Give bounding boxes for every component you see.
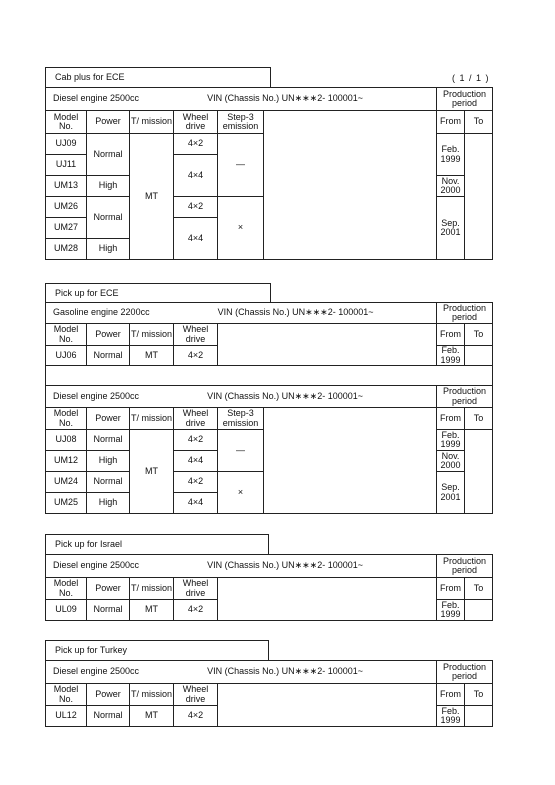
from-cell: Sep. 2001 <box>437 472 465 514</box>
section-title: Cab plus for ECE <box>45 67 271 87</box>
vin-label: VIN (Chassis No.) UN∗∗∗2- 100001~ <box>217 307 374 318</box>
t-mission-cell: MT <box>130 600 174 621</box>
engine-label: Diesel engine 2500cc <box>53 666 140 677</box>
t-mission-header: T/ mission <box>130 324 174 346</box>
section-title: Pick up for Israel <box>45 534 269 554</box>
model-cell: UJ11 <box>46 155 87 176</box>
to-header: To <box>465 578 493 600</box>
power-cell: Normal <box>87 472 130 493</box>
engine-vin-row <box>46 88 437 111</box>
model-header: Model No. <box>46 684 87 706</box>
t-mission-cell: MT <box>130 706 174 727</box>
model-header: Model No. <box>46 578 87 600</box>
pick-up-turkey-table <box>45 660 493 727</box>
step3-emission-header: Step-3 emission <box>218 408 264 430</box>
model-header: Model No. <box>46 408 87 430</box>
wheel-drive-cell: 4×4 <box>174 155 218 197</box>
from-cell: Sep. 2001 <box>437 197 465 260</box>
power-cell: Normal <box>87 430 130 451</box>
power-header: Power <box>87 578 130 600</box>
from-header: From <box>437 578 465 600</box>
power-cell: Normal <box>87 346 130 366</box>
section-title: Pick up for ECE <box>45 283 271 303</box>
model-cell: UJ09 <box>46 134 87 155</box>
t-mission-header: T/ mission <box>130 408 174 430</box>
cab-plus-ece-section <box>45 67 492 263</box>
cab-plus-ece-table <box>45 87 493 260</box>
blank-area <box>218 324 437 366</box>
from-header: From <box>437 111 465 134</box>
blank-area <box>264 111 437 260</box>
wheel-drive-cell: 4×4 <box>174 493 218 514</box>
model-cell: UM13 <box>46 176 87 197</box>
model-cell: UJ06 <box>46 346 87 366</box>
model-header: Model No. <box>46 111 87 134</box>
power-cell: High <box>87 239 130 260</box>
engine-label: Diesel engine 2500cc <box>53 390 140 401</box>
engine-label: Diesel engine 2500cc <box>53 93 140 104</box>
wheel-drive-header: Wheel drive <box>174 408 218 430</box>
from-cell: Feb. 1999 <box>437 706 465 727</box>
power-cell: Normal <box>87 600 130 621</box>
engine-label: Diesel engine 2500cc <box>53 560 140 571</box>
engine-vin-row <box>46 555 437 578</box>
step3-emission-header: Step-3 emission <box>218 111 264 134</box>
vin-label: VIN (Chassis No.) UN∗∗∗2- 100001~ <box>207 560 363 571</box>
engine-vin-row <box>46 386 437 408</box>
power-cell: High <box>87 493 130 514</box>
pick-up-turkey-section <box>45 640 492 728</box>
engine-label: Gasoline engine 2200cc <box>53 307 150 318</box>
page-number: ( 1 / 1 ) <box>452 73 490 83</box>
power-header: Power <box>87 408 130 430</box>
to-header: To <box>465 684 493 706</box>
model-cell: UM12 <box>46 451 87 472</box>
to-cell <box>465 706 493 727</box>
wheel-drive-cell: 4×2 <box>174 346 218 366</box>
vin-label: VIN (Chassis No.) UN∗∗∗2- 100001~ <box>207 390 363 401</box>
model-cell: UM24 <box>46 472 87 493</box>
to-cell <box>465 430 493 514</box>
wheel-drive-cell: 4×2 <box>174 472 218 493</box>
section-divider <box>46 366 493 386</box>
from-cell: Feb. 1999 <box>437 600 465 621</box>
production-period-header: Production period <box>437 661 493 684</box>
power-header: Power <box>87 324 130 346</box>
power-cell: Normal <box>87 706 130 727</box>
t-mission-header: T/ mission <box>130 578 174 600</box>
t-mission-header: T/ mission <box>130 111 174 134</box>
wheel-drive-cell: 4×4 <box>174 451 218 472</box>
power-cell: High <box>87 176 130 197</box>
to-header: To <box>465 324 493 346</box>
wheel-drive-cell: 4×2 <box>174 706 218 727</box>
model-cell: UM25 <box>46 493 87 514</box>
wheel-drive-header: Wheel drive <box>174 111 218 134</box>
model-cell: UM27 <box>46 218 87 239</box>
step3-emission-cell: — <box>218 430 264 472</box>
t-mission-cell: MT <box>130 430 174 514</box>
wheel-drive-cell: 4×2 <box>174 430 218 451</box>
from-header: From <box>437 408 465 430</box>
blank-area <box>218 578 437 621</box>
t-mission-header: T/ mission <box>130 684 174 706</box>
power-cell: High <box>87 451 130 472</box>
wheel-drive-cell: 4×4 <box>174 218 218 260</box>
model-cell: UL09 <box>46 600 87 621</box>
pick-up-israel-table <box>45 554 493 621</box>
from-cell: Nov. 2000 <box>437 451 465 472</box>
to-header: To <box>465 408 493 430</box>
from-cell: Nov. 2000 <box>437 176 465 197</box>
wheel-drive-header: Wheel drive <box>174 324 218 346</box>
production-period-header: Production period <box>437 303 493 324</box>
step3-emission-cell: × <box>218 197 264 260</box>
to-cell <box>465 134 493 260</box>
production-period-header: Production period <box>437 555 493 578</box>
production-period-header: Production period <box>437 386 493 408</box>
wheel-drive-header: Wheel drive <box>174 578 218 600</box>
model-cell: UM28 <box>46 239 87 260</box>
pick-up-israel-section <box>45 534 492 622</box>
step3-emission-cell: × <box>218 472 264 514</box>
from-header: From <box>437 324 465 346</box>
model-cell: UL12 <box>46 706 87 727</box>
wheel-drive-cell: 4×2 <box>174 197 218 218</box>
blank-area <box>218 684 437 727</box>
to-cell <box>465 346 493 366</box>
vin-label: VIN (Chassis No.) UN∗∗∗2- 100001~ <box>207 666 363 677</box>
power-header: Power <box>87 111 130 134</box>
wheel-drive-cell: 4×2 <box>174 134 218 155</box>
production-period-header: Production period <box>437 88 493 111</box>
power-cell: Normal <box>87 197 130 239</box>
section-title: Pick up for Turkey <box>45 640 269 660</box>
pick-up-ece-section <box>45 283 492 515</box>
model-cell: UJ08 <box>46 430 87 451</box>
power-header: Power <box>87 684 130 706</box>
blank-area <box>264 408 437 514</box>
vin-label: VIN (Chassis No.) UN∗∗∗2- 100001~ <box>207 93 363 104</box>
from-cell: Feb. 1999 <box>437 346 465 366</box>
engine-vin-row <box>46 303 437 324</box>
pick-up-ece-table <box>45 302 493 514</box>
step3-emission-cell: — <box>218 134 264 197</box>
wheel-drive-cell: 4×2 <box>174 600 218 621</box>
to-cell <box>465 600 493 621</box>
to-header: To <box>465 111 493 134</box>
engine-vin-row <box>46 661 437 684</box>
model-cell: UM26 <box>46 197 87 218</box>
power-cell: Normal <box>87 134 130 176</box>
t-mission-cell: MT <box>130 134 174 260</box>
from-header: From <box>437 684 465 706</box>
from-cell: Feb. 1999 <box>437 134 465 176</box>
model-header: Model No. <box>46 324 87 346</box>
wheel-drive-header: Wheel drive <box>174 684 218 706</box>
t-mission-cell: MT <box>130 346 174 366</box>
from-cell: Feb. 1999 <box>437 430 465 451</box>
